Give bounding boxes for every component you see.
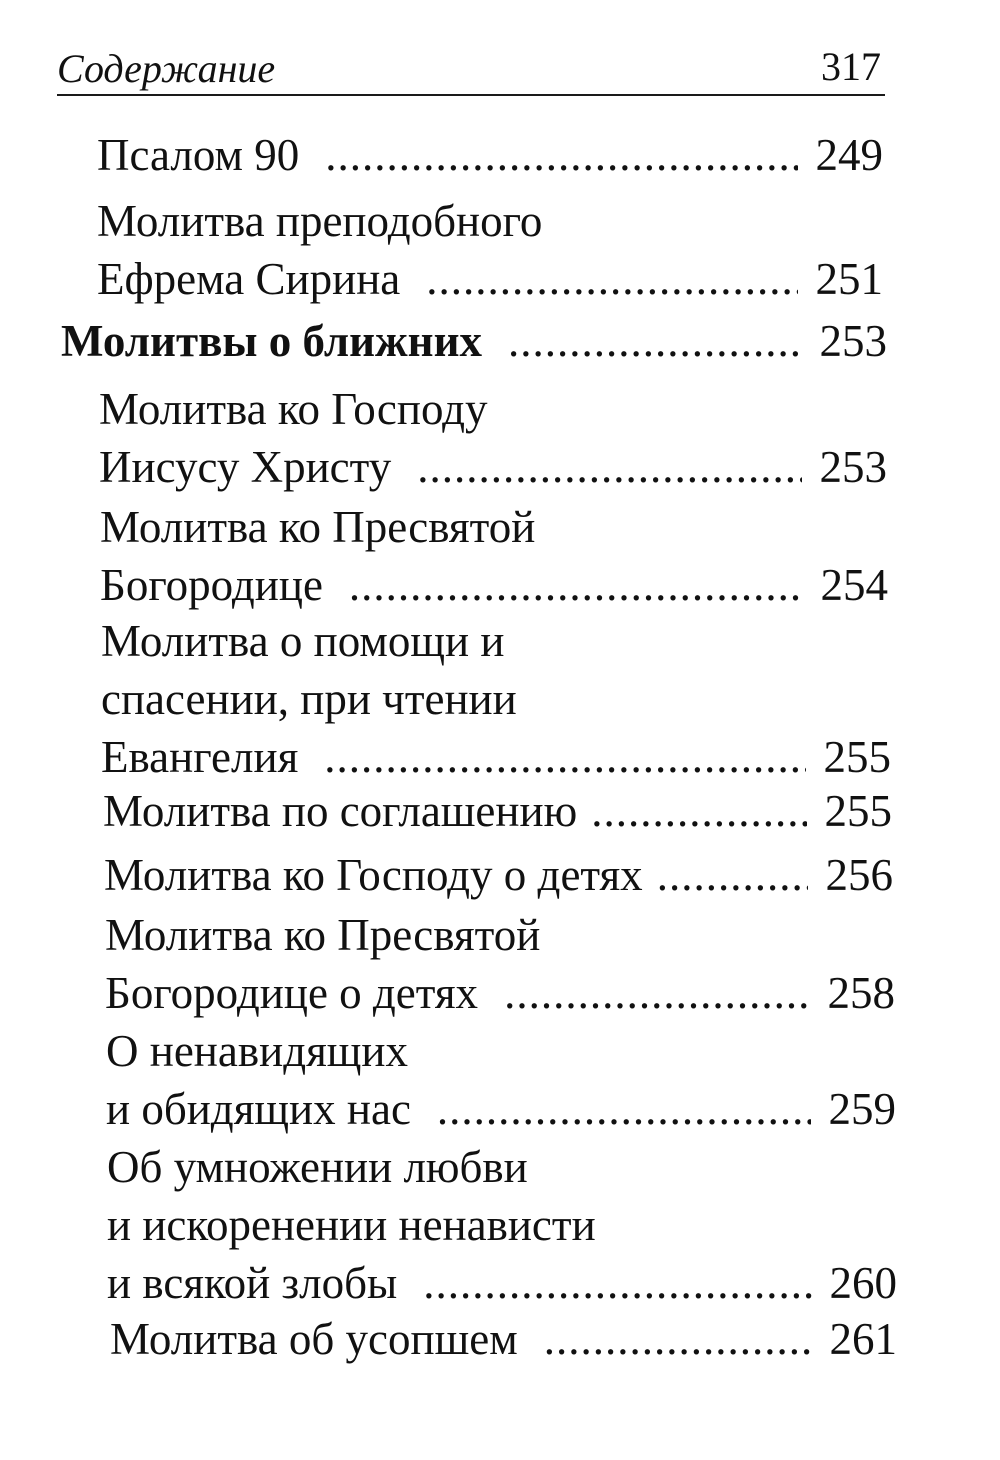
toc-entry-title: Иисусу Христу (99, 442, 392, 492)
dot-leader (426, 250, 797, 308)
toc-entry-title: Молитва о помощи и (101, 616, 505, 666)
dot-leader (423, 1254, 811, 1312)
toc-entry-page: 251 (815, 254, 883, 304)
header-title: Содержание (57, 46, 276, 91)
toc-entry[interactable] (105, 906, 895, 1022)
dot-leader (437, 1080, 811, 1138)
toc-entry-title: О ненавидящих (106, 1026, 409, 1076)
toc-entry[interactable] (107, 1138, 897, 1312)
toc-entry-page: 260 (829, 1258, 897, 1308)
toc-section-entry[interactable] (61, 312, 887, 370)
toc-entry-title: Богородице (100, 560, 323, 610)
toc-entry[interactable] (106, 1022, 896, 1138)
toc-entry-page: 249 (815, 130, 883, 180)
dot-leader (349, 556, 803, 614)
toc-entry-page: 258 (827, 968, 895, 1018)
running-header (57, 42, 885, 96)
toc-entry-page: 255 (824, 786, 892, 836)
dot-leader (324, 728, 805, 786)
toc-entry-page: 253 (819, 442, 887, 492)
toc-entry-title: спасении, при чтении (101, 674, 517, 724)
dot-leader (508, 312, 801, 370)
dot-leader (417, 438, 801, 496)
toc-entry-title: Молитва ко Господу о детях (104, 850, 643, 900)
toc-entry-title: Молитва ко Пресвятой (100, 502, 536, 552)
toc-entry[interactable] (97, 192, 883, 308)
toc-entry[interactable] (100, 498, 888, 614)
toc-entry[interactable] (103, 782, 892, 840)
toc-section-title: Молитвы о ближних (61, 316, 483, 366)
toc-entry-page: 256 (825, 850, 893, 900)
dot-leader (657, 846, 808, 904)
toc-entry-title: Богородице о детях (105, 968, 479, 1018)
toc-entry-page: 261 (829, 1314, 897, 1364)
toc-entry-title: и обидящих нас (106, 1084, 411, 1134)
toc-entry-title: Ефрема Сирина (97, 254, 401, 304)
toc-entry-title: Псалом 90 (97, 130, 300, 180)
dot-leader (504, 964, 809, 1022)
dot-leader (544, 1310, 812, 1368)
toc-entry-title: Молитва об усопшем (110, 1314, 518, 1364)
toc-entry-title: и искоренении ненависти (107, 1200, 596, 1250)
toc-entry-title: Молитва по соглашению (103, 786, 578, 836)
toc-entry[interactable] (104, 846, 893, 904)
toc-entry-title: Молитва преподобного (97, 196, 543, 246)
toc-entry[interactable] (99, 380, 887, 496)
toc-entry[interactable] (97, 126, 883, 184)
header-page-number: 317 (821, 44, 881, 89)
toc-entry-page: 255 (823, 732, 891, 782)
toc-entry-page: 259 (828, 1084, 896, 1134)
toc-entry-page: 254 (820, 560, 888, 610)
dot-leader (591, 782, 806, 840)
toc-entry-title: Об умножении любви (107, 1142, 528, 1192)
dot-leader (325, 126, 797, 184)
toc-entry-title: Евангелия (101, 732, 299, 782)
toc-entry-title: и всякой злобы (107, 1258, 398, 1308)
toc-entry-title: Молитва ко Пресвятой (105, 910, 541, 960)
toc-entry[interactable] (101, 612, 891, 786)
toc-entry[interactable] (110, 1310, 897, 1368)
toc-entry-page: 253 (819, 316, 887, 366)
toc-entry-title: Молитва ко Господу (99, 384, 488, 434)
